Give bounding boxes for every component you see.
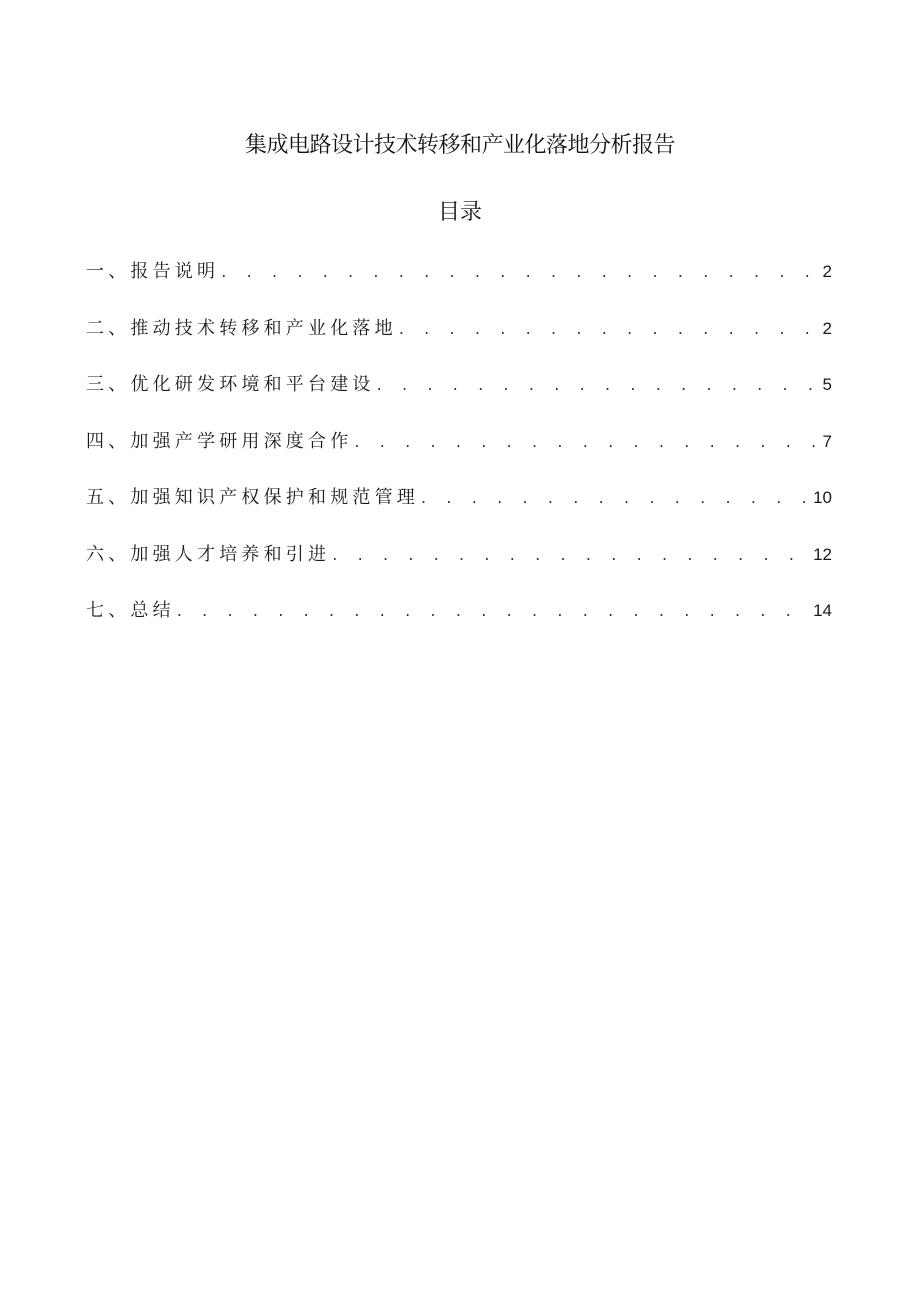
- toc-page-number: 5: [822, 375, 832, 394]
- toc-page-number: 2: [822, 262, 832, 281]
- toc-page-number: 7: [822, 431, 832, 451]
- toc-entry-report-description[interactable]: [86, 254, 832, 311]
- toc-entry-technology-transfer[interactable]: [86, 311, 832, 368]
- toc-dot-leader: [332, 537, 811, 573]
- toc-entry-label: 七、总结: [86, 600, 175, 621]
- toc-entry-ip-protection[interactable]: [86, 480, 832, 537]
- toc-dot-leader: [421, 480, 811, 516]
- toc-page-number: 12: [813, 544, 832, 564]
- toc-page-number: 14: [813, 601, 832, 620]
- toc-heading: 目录: [437, 200, 482, 225]
- toc-entry-label: 二、推动技术转移和产业化落地: [86, 317, 397, 339]
- toc-dot-leader: [177, 593, 811, 629]
- toc-dot-leader: [354, 424, 820, 460]
- toc-dot-leader: [399, 311, 821, 347]
- toc-entry-industry-academia-cooperation[interactable]: [86, 424, 832, 481]
- toc-entry-label: 三、优化研发环境和平台建设: [86, 374, 375, 395]
- toc-entry-summary[interactable]: [86, 593, 832, 650]
- toc-dot-leader: [377, 367, 821, 403]
- toc-entry-label: 四、加强产学研用深度合作: [86, 430, 353, 452]
- toc-entry-talent-cultivation[interactable]: [86, 537, 832, 594]
- toc-entry-label: 五、加强知识产权保护和规范管理: [86, 487, 419, 508]
- toc-entry-label: 一、报告说明: [86, 261, 220, 282]
- toc-entry-label: 六、加强人才培养和引进: [86, 543, 331, 565]
- toc-page-number: 10: [813, 488, 832, 507]
- table-of-contents: [86, 254, 832, 650]
- toc-page-number: 2: [822, 318, 832, 338]
- document-title: 集成电路设计技术转移和产业化落地分析报告: [244, 133, 675, 158]
- toc-dot-leader: [221, 254, 820, 290]
- toc-entry-rd-environment[interactable]: [86, 367, 832, 424]
